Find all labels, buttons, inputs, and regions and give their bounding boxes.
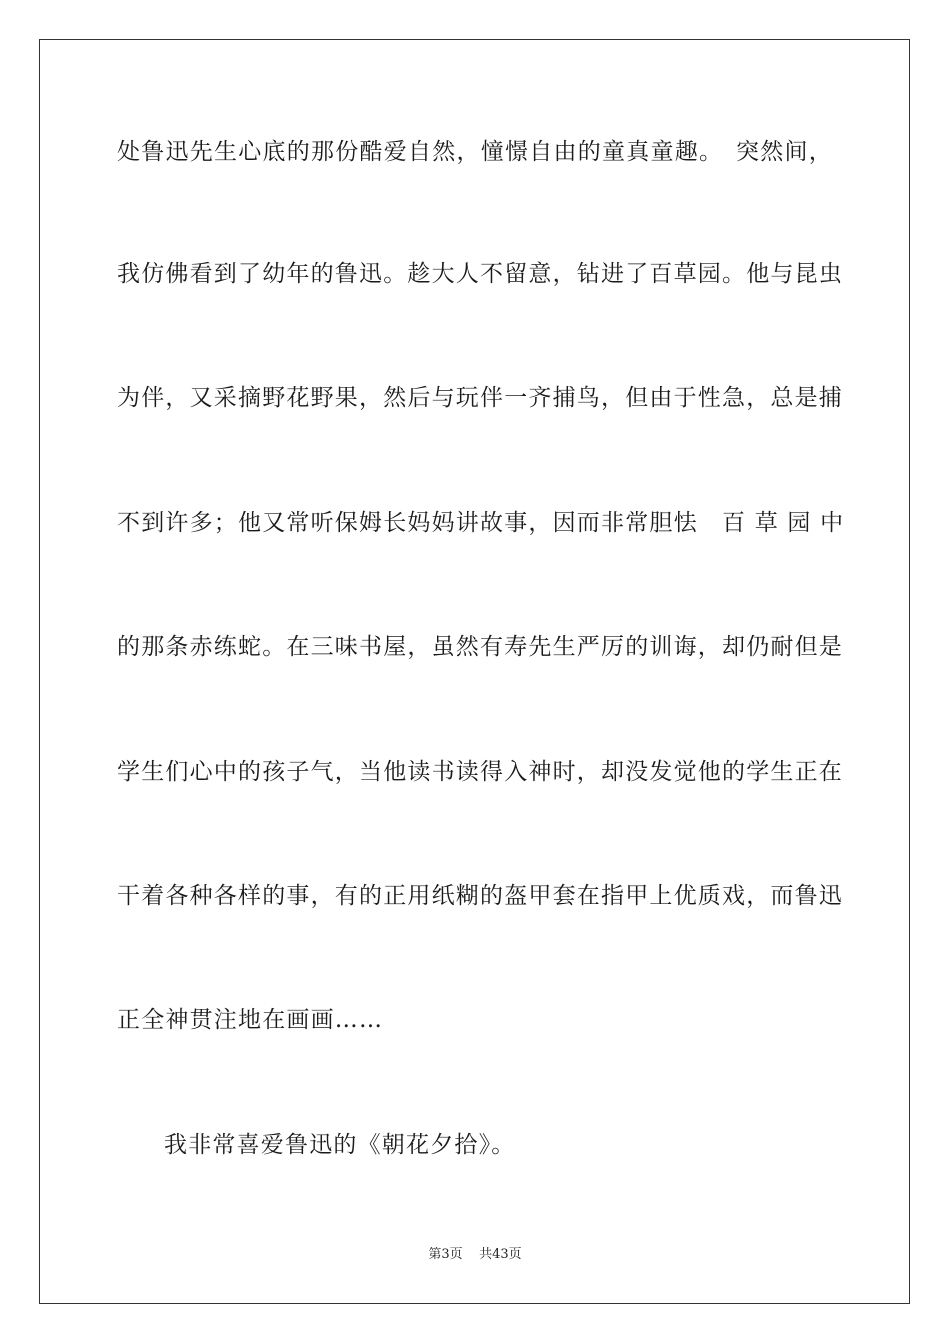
page-total: 共43页 [479, 1247, 522, 1262]
body-text-line: 的那条赤练蛇。在三味书屋，虽然有寿先生严厉的训诲，却仍耐但是 [117, 634, 843, 660]
body-text-line: 不到许多；他又常听保姆长妈妈讲故事，因而非常胆怯 百 草 园 中 [117, 510, 845, 536]
body-text-line: 我仿佛看到了幼年的鲁迅。趁大人不留意，钻进了百草园。他与昆虫 [117, 261, 843, 287]
body-text-line: 处鲁迅先生心底的那份酷爱自然，憧憬自由的童真童趣。 突然间， [117, 139, 833, 165]
body-text-line: 为伴，又采摘野花野果，然后与玩伴一齐捕鸟，但由于性急，总是捕 [117, 385, 843, 411]
body-text-line: 学生们心中的孩子气，当他读书读得入神时，却没发觉他的学生正在 [117, 759, 843, 785]
body-text-line: 正全神贯注地在画画…… [117, 1007, 384, 1033]
paragraph-text: 我非常喜爱鲁迅的《朝花夕拾》。 [164, 1132, 516, 1158]
body-text-line: 干着各种各样的事，有的正用纸糊的盔甲套在指甲上优质戏，而鲁迅 [117, 883, 843, 909]
page-footer [0, 1246, 950, 1264]
page-border [39, 39, 910, 1304]
page-number: 第3页 [428, 1247, 463, 1262]
